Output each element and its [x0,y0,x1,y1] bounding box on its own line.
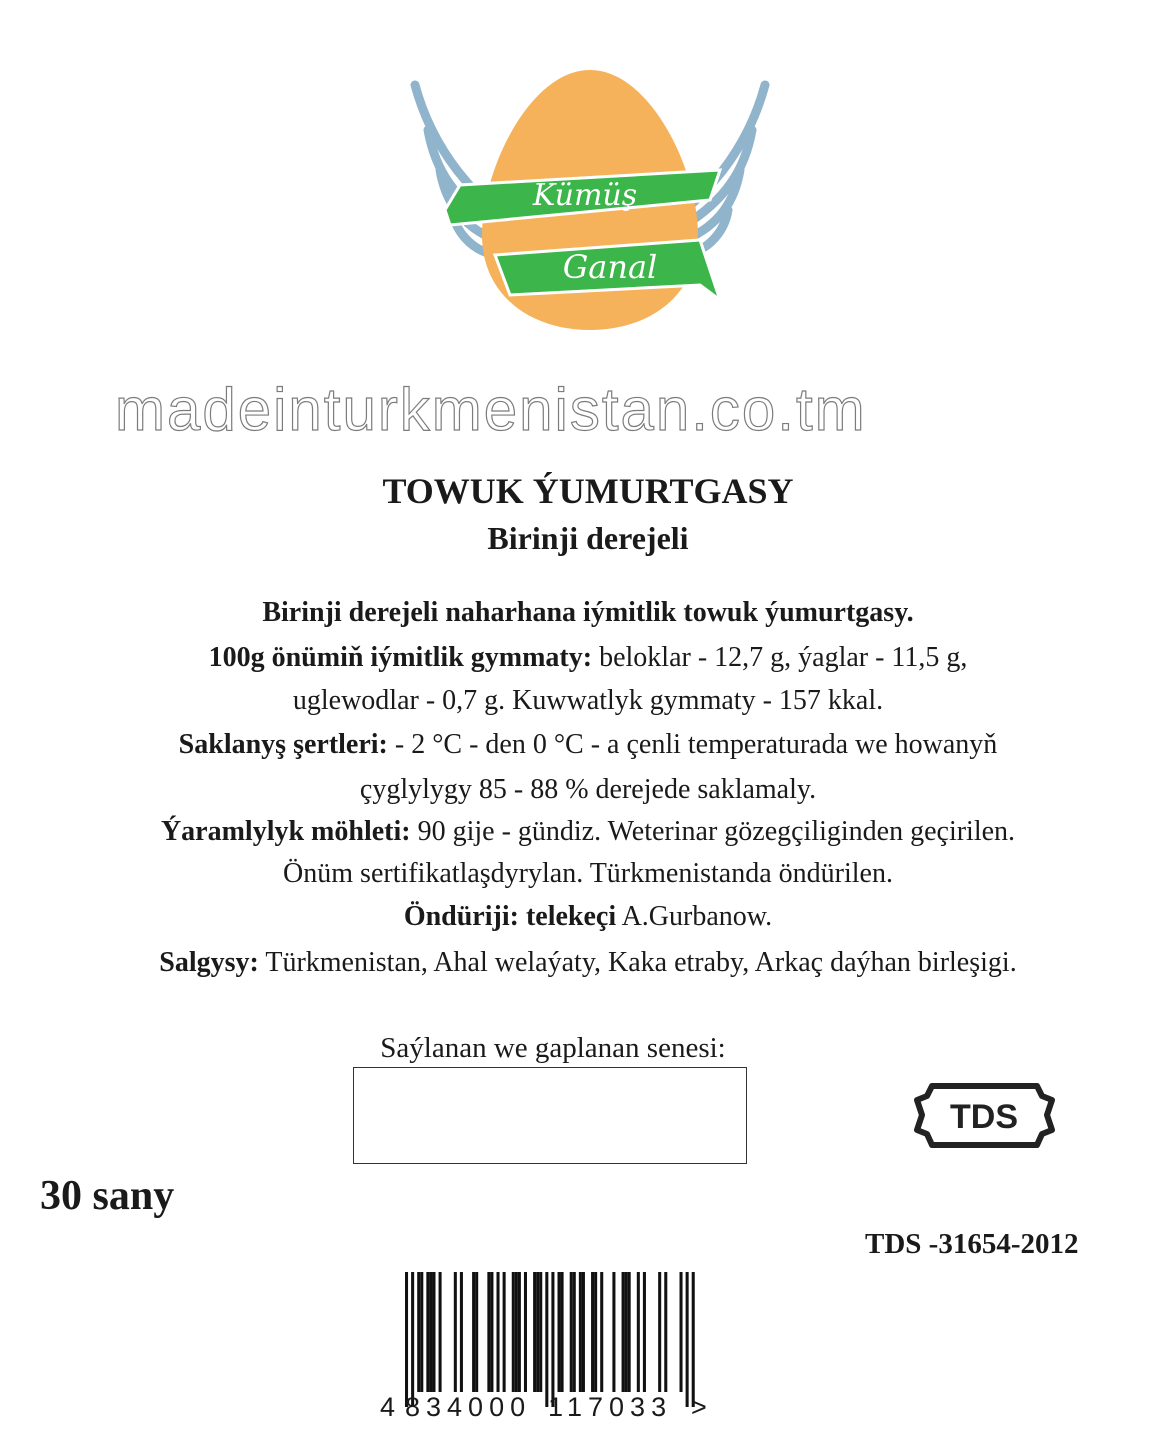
date-box [353,1067,747,1164]
producer-line: Öndüriji: telekeçi A.Gurbanow. [403,901,773,932]
barcode-bar [582,1272,585,1392]
barcode-bar [545,1272,548,1407]
barcode-bar [487,1272,490,1392]
storage-line-2: çyglylygy 85 - 88 % derejede saklamaly. [359,774,817,805]
barcode-bar [600,1272,603,1392]
barcode-bar [454,1272,457,1392]
product-title: TOWUK ÝUMURTGASY [382,471,794,511]
barcode-bar [524,1272,527,1392]
barcode-bar [429,1272,432,1392]
brand-line1: Kümüş [532,178,638,213]
barcode-digits: 4 834000 117033 > [380,1392,708,1422]
barcode-bar [573,1272,576,1392]
barcode-bar [515,1272,518,1392]
barcode-bar [512,1272,515,1392]
barcode-bar [460,1272,463,1392]
barcode-bar [637,1272,640,1392]
barcode-bar [405,1272,408,1407]
barcode-bar [686,1272,689,1407]
barcode-bar [420,1272,423,1392]
barcode-bar [664,1272,667,1392]
date-label: Saýlanan we gaplanan senesi: [380,1032,726,1064]
barcode-bar [625,1272,628,1392]
quantity: 30 sany [40,1173,175,1219]
barcode-bar [594,1272,597,1392]
barcode-bar [497,1272,500,1392]
description: Birinji derejeli naharhana iýmitlik towuk ýumurtgasy. [262,597,914,628]
tds-logo [912,1078,1057,1153]
barcode-bar [475,1272,478,1392]
barcode-bar [622,1272,625,1392]
nutrition-line-2: uglewodlar - 0,7 g. Kuwwatlyk gymmaty - 157 kkal. [292,685,884,716]
tds-standard: TDS -31654-2012 [865,1228,1079,1260]
barcode-bar [518,1272,521,1392]
svg-text:TDS: TDS [950,1098,1018,1136]
product-grade: Birinji derejeli [487,520,689,556]
barcode-bar [411,1272,414,1407]
watermark: madeinturkmenistan.co.tm [115,376,867,443]
barcode-bar [591,1272,594,1392]
storage-line: Saklanyş şertleri: - 2 °C - den 0 °C - a çenli temperaturada we howanyň [178,729,998,760]
barcode-bar [536,1272,539,1392]
barcode [405,1272,705,1412]
barcode-bar [539,1272,542,1392]
barcode-bar [533,1272,536,1392]
barcode-bar [612,1272,615,1392]
brand-line2: Ganal [562,248,658,286]
barcode-bar [628,1272,631,1392]
barcode-bar [570,1272,573,1392]
barcode-bar [692,1272,695,1407]
barcode-bar [643,1272,646,1392]
barcode-bar [417,1272,420,1392]
barcode-bar [432,1272,435,1392]
barcode-bar [551,1272,554,1407]
barcode-bar [439,1272,442,1392]
barcode-bar [558,1272,561,1392]
nutrition-line: 100g önümiň iýmitlik gymmaty: beloklar - 12,7 g, ýaglar - 11,5 g, [208,642,968,673]
barcode-bar [472,1272,475,1392]
barcode-bar [561,1272,564,1392]
barcode-bar [658,1272,661,1392]
shelf-life-line-2: Önüm sertifikatlaşdyrylan. Türkmenistanda öndürilen. [283,858,893,889]
kumus-ganal-logo [400,60,780,340]
barcode-bar [503,1272,506,1392]
barcode-bar [579,1272,582,1392]
barcode-bar [490,1272,493,1392]
shelf-life-line: Ýaramlylyk möhleti: 90 gije - gündiz. Weterinar gözegçiliginden geçirilen. [160,816,1016,847]
barcode-bar [426,1272,429,1392]
barcode-bar [680,1272,683,1392]
address-line: Salgysy: Türkmenistan, Ahal welaýaty, Kaka etraby, Arkaç daýhan birleşigi. [159,947,1017,978]
